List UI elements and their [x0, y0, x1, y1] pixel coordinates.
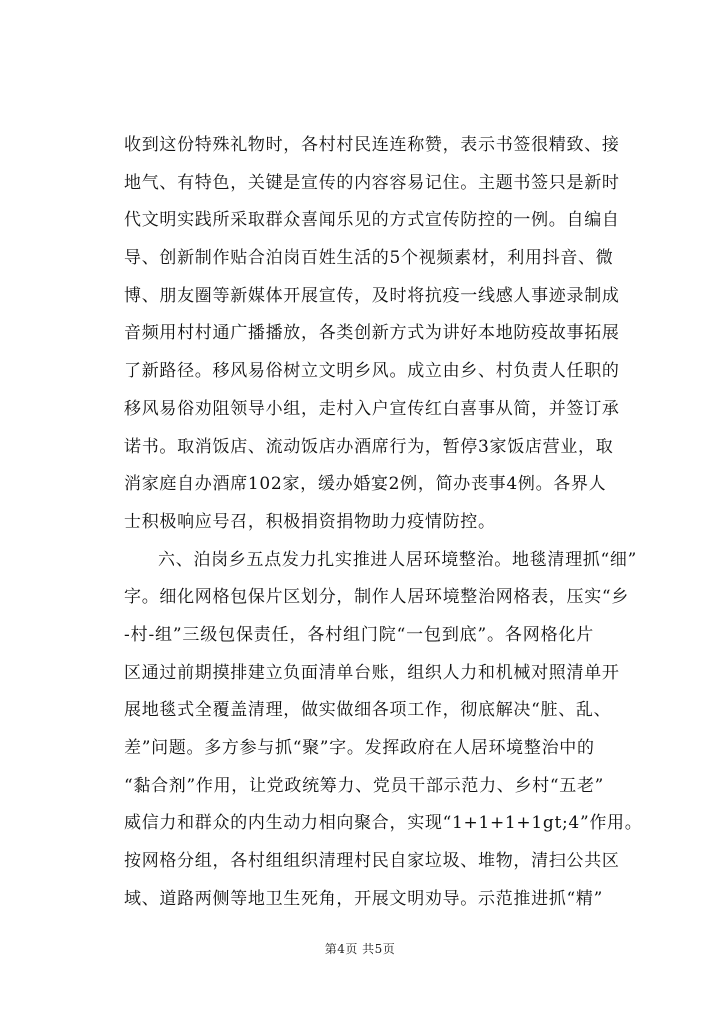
text-line: 收到这份特殊礼物时，各村村民连连称赞，表示书签很精致、接	[124, 135, 620, 155]
text-line: 展地毯式全覆盖清理，做实做细各项工作，彻底解决“脏、乱、	[124, 700, 612, 721]
text-line: 差”问题。多方参与抓“聚”字。发挥政府在人居环境整治中的	[124, 738, 595, 758]
text-line: 代文明实践所采取群众喜闻乐见的方式宣传防控的一例。自编自	[124, 210, 620, 231]
text-line: 移风易俗劝阻领导小组，走村入户宣传红白喜事从简，并签订承	[124, 398, 620, 419]
text-line: 区通过前期摸排建立负面清单台账，组织人力和机械对照清单开	[124, 662, 620, 683]
text-line: 导、创新制作贴合泊岗百姓生活的5个视频素材，利用抖音、微	[124, 248, 614, 269]
text-line: 士积极响应号召，积极捐资捐物助力疫情防控。	[124, 511, 496, 532]
section-heading-line: 六、泊岗乡五点发力扎实推进人居环境整治。地毯清理抓“细”	[158, 549, 637, 570]
text-line: 威信力和群众的内生动力相向聚合，实现“1+1+1+1gt;4”作用。	[124, 813, 643, 834]
text-line: “黏合剂”作用，让党政统筹力、党员干部示范力、乡村“五老”	[124, 775, 605, 796]
page-footer: 第4页 共5页	[324, 942, 396, 956]
text-line: 按网格分组，各村组组织清理村民自家垃圾、堆物，清扫公共区	[124, 851, 620, 872]
text-line: 消家庭自办酒席102家，缓办婚宴2例，简办丧事4例。各界人	[124, 474, 607, 495]
text-line: 域、道路两侧等地卫生死角，开展文明劝导。示范推进抓“精”	[124, 888, 603, 909]
text-line: 地气、有特色，关键是宣传的内容容易记住。主题书签只是新时	[124, 172, 620, 193]
body-text	[124, 127, 643, 918]
text-line: 博、朋友圈等新媒体开展宣传，及时将抗疫一线感人事迹录制成	[124, 285, 620, 306]
text-line: 了新路径。移风易俗树立文明乡风。成立由乡、村负责人任职的	[124, 361, 620, 382]
text-line: 音频用村村通广播播放，各类创新方式为讲好本地防疫故事拓展	[124, 323, 620, 344]
text-line: -村-组”三级包保责任，各村组门院“一包到底”。各网格化片	[124, 624, 594, 645]
text-line: 字。细化网格包保片区划分，制作人居环境整治网格表，压实“乡	[124, 587, 629, 608]
text-line: 诺书。取消饭店、流动饭店办酒席行为，暂停3家饭店营业，取	[124, 436, 614, 457]
